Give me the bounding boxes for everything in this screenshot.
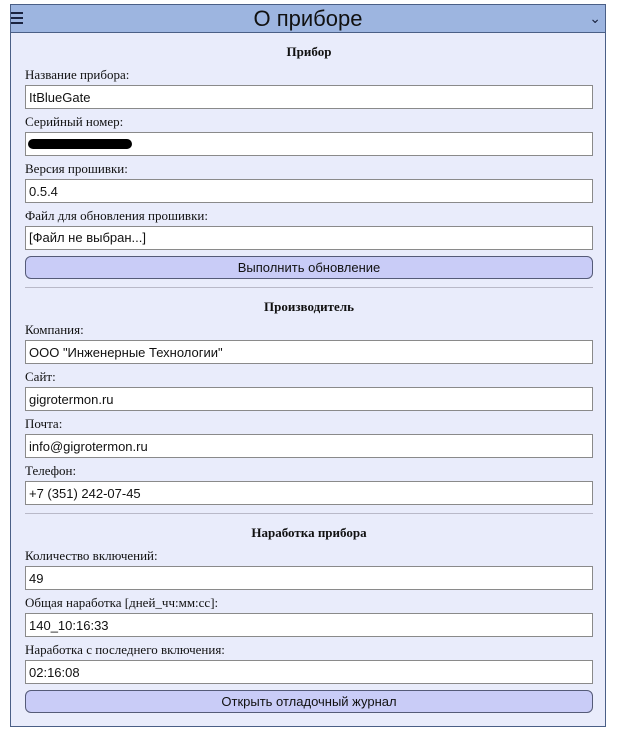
- redaction-mark: [28, 139, 132, 149]
- company-label: Компания:: [25, 322, 84, 337]
- power-on-count-input[interactable]: [25, 566, 593, 590]
- update-file-picker[interactable]: [Файл не выбран...]: [25, 226, 593, 250]
- since-last-power-on-input[interactable]: [25, 660, 593, 684]
- header-bar: [11, 5, 605, 33]
- company-input[interactable]: [25, 340, 593, 364]
- chevron-down-icon[interactable]: ⌄: [589, 11, 601, 27]
- run-update-button[interactable]: Выполнить обновление: [25, 256, 593, 279]
- content-panel: [25, 33, 593, 713]
- power-on-count-label: Количество включений:: [25, 548, 158, 563]
- manufacturer-section-heading: Производитель: [263, 299, 354, 314]
- about-device-window: [10, 4, 606, 727]
- phone-input[interactable]: [25, 481, 593, 505]
- device-name-input[interactable]: [25, 85, 593, 109]
- open-debug-log-button[interactable]: Открыть отладочный журнал: [25, 690, 593, 713]
- device-section-heading: Прибор: [286, 44, 332, 59]
- serial-number-label: Серийный номер:: [25, 114, 124, 129]
- email-input[interactable]: [25, 434, 593, 458]
- total-uptime-input[interactable]: [25, 613, 593, 637]
- section-divider: [25, 287, 593, 288]
- since-last-power-on-label: Наработка с последнего включения:: [25, 642, 225, 657]
- section-divider: [25, 513, 593, 514]
- email-label: Почта:: [25, 416, 63, 431]
- serial-number-field[interactable]: [25, 132, 593, 156]
- firmware-version-input[interactable]: [25, 179, 593, 203]
- uptime-section-heading: Наработка прибора: [251, 525, 367, 540]
- firmware-version-label: Версия прошивки:: [25, 161, 128, 176]
- page-title: О приборе: [253, 6, 363, 31]
- site-input[interactable]: [25, 387, 593, 411]
- site-label: Сайт:: [25, 369, 56, 384]
- update-file-label: Файл для обновления прошивки:: [25, 208, 208, 223]
- phone-label: Телефон:: [25, 463, 77, 478]
- device-name-label: Название прибора:: [25, 67, 130, 82]
- total-uptime-label: Общая наработка [дней_чч:мм:сс]:: [25, 595, 219, 610]
